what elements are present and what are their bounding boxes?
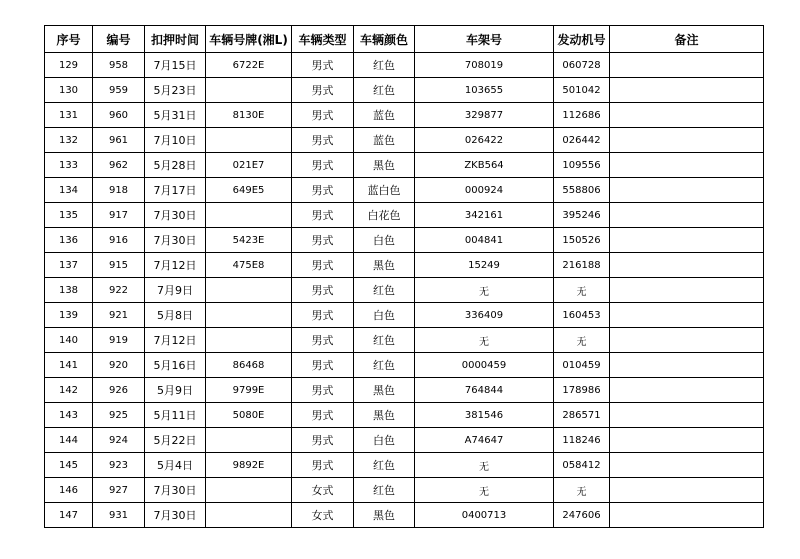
cell-remark [610,228,764,253]
cell-number: 924 [93,428,145,453]
cell-seize-date: 5月4日 [145,453,206,478]
cell-remark [610,253,764,278]
cell-seq: 135 [45,203,93,228]
cell-plate: 9892E [206,453,292,478]
cell-vehicle-type: 男式 [292,303,354,328]
cell-number: 961 [93,128,145,153]
cell-vehicle-type: 男式 [292,203,354,228]
cell-engine-number: 150526 [554,228,610,253]
cell-seize-date: 5月23日 [145,78,206,103]
cell-engine-number: 无 [554,278,610,303]
table-row [45,378,764,403]
cell-engine-number: 501042 [554,78,610,103]
cell-engine-number: 无 [554,328,610,353]
cell-frame-number: 15249 [415,253,554,278]
cell-engine-number: 247606 [554,503,610,528]
header-number: 编号 [93,26,145,53]
table-row [45,503,764,528]
cell-seq: 144 [45,428,93,453]
cell-engine-number: 178986 [554,378,610,403]
cell-seize-date: 7月17日 [145,178,206,203]
cell-frame-number: ZKB564 [415,153,554,178]
cell-engine-number: 160453 [554,303,610,328]
cell-number: 926 [93,378,145,403]
cell-engine-number: 无 [554,478,610,503]
cell-number: 931 [93,503,145,528]
cell-seize-date: 7月15日 [145,53,206,78]
table-row [45,453,764,478]
cell-seize-date: 7月30日 [145,503,206,528]
cell-remark [610,128,764,153]
cell-seq: 132 [45,128,93,153]
cell-seq: 136 [45,228,93,253]
cell-vehicle-color: 黑色 [354,503,415,528]
cell-remark [610,453,764,478]
cell-plate [206,428,292,453]
cell-plate: 5423E [206,228,292,253]
table-body [45,53,764,528]
cell-frame-number: 无 [415,478,554,503]
cell-vehicle-type: 男式 [292,278,354,303]
cell-remark [610,153,764,178]
header-seq: 序号 [45,26,93,53]
cell-remark [610,53,764,78]
cell-vehicle-color: 红色 [354,453,415,478]
cell-seq: 146 [45,478,93,503]
cell-vehicle-type: 男式 [292,253,354,278]
cell-number: 927 [93,478,145,503]
cell-plate [206,128,292,153]
cell-seize-date: 7月30日 [145,478,206,503]
cell-number: 922 [93,278,145,303]
cell-plate [206,303,292,328]
cell-vehicle-color: 黑色 [354,403,415,428]
cell-remark [610,403,764,428]
table-row [45,153,764,178]
cell-seq: 141 [45,353,93,378]
cell-seq: 130 [45,78,93,103]
cell-plate [206,203,292,228]
cell-seq: 147 [45,503,93,528]
cell-remark [610,78,764,103]
header-plate: 车辆号牌(湘L) [206,26,292,53]
cell-remark [610,428,764,453]
cell-number: 959 [93,78,145,103]
cell-plate: 86468 [206,353,292,378]
cell-vehicle-type: 女式 [292,503,354,528]
table-row [45,128,764,153]
table-row [45,428,764,453]
cell-number: 920 [93,353,145,378]
cell-plate [206,278,292,303]
header-vehicle-type: 车辆类型 [292,26,354,53]
cell-seq: 140 [45,328,93,353]
cell-number: 918 [93,178,145,203]
cell-remark [610,478,764,503]
table-row [45,303,764,328]
cell-number: 962 [93,153,145,178]
cell-seq: 137 [45,253,93,278]
cell-frame-number: 708019 [415,53,554,78]
cell-number: 917 [93,203,145,228]
cell-vehicle-color: 红色 [354,328,415,353]
cell-vehicle-type: 男式 [292,353,354,378]
cell-vehicle-type: 男式 [292,153,354,178]
header-remark: 备注 [610,26,764,53]
cell-seize-date: 5月9日 [145,378,206,403]
cell-engine-number: 058412 [554,453,610,478]
cell-vehicle-color: 蓝色 [354,128,415,153]
cell-remark [610,278,764,303]
cell-vehicle-color: 白花色 [354,203,415,228]
cell-vehicle-type: 男式 [292,228,354,253]
cell-seize-date: 7月30日 [145,228,206,253]
cell-seize-date: 5月11日 [145,403,206,428]
cell-seq: 145 [45,453,93,478]
cell-number: 960 [93,103,145,128]
header-row [45,26,764,53]
cell-vehicle-color: 白色 [354,228,415,253]
table-row [45,253,764,278]
cell-remark [610,303,764,328]
cell-plate: 649E5 [206,178,292,203]
cell-frame-number: 无 [415,453,554,478]
cell-seq: 139 [45,303,93,328]
cell-seq: 142 [45,378,93,403]
cell-number: 923 [93,453,145,478]
table-row [45,53,764,78]
cell-engine-number: 286571 [554,403,610,428]
cell-vehicle-type: 男式 [292,428,354,453]
cell-vehicle-color: 黑色 [354,378,415,403]
cell-vehicle-color: 黑色 [354,153,415,178]
cell-plate: 021E7 [206,153,292,178]
cell-engine-number: 026442 [554,128,610,153]
cell-vehicle-type: 男式 [292,78,354,103]
cell-frame-number: 342161 [415,203,554,228]
cell-remark [610,378,764,403]
cell-seq: 133 [45,153,93,178]
cell-frame-number: 764844 [415,378,554,403]
cell-frame-number: 0400713 [415,503,554,528]
cell-vehicle-type: 男式 [292,103,354,128]
cell-seize-date: 7月9日 [145,278,206,303]
cell-frame-number: A74647 [415,428,554,453]
header-engine-number: 发动机号 [554,26,610,53]
cell-plate [206,503,292,528]
cell-seize-date: 5月31日 [145,103,206,128]
cell-vehicle-color: 红色 [354,78,415,103]
cell-engine-number: 010459 [554,353,610,378]
cell-number: 958 [93,53,145,78]
cell-number: 925 [93,403,145,428]
cell-frame-number: 026422 [415,128,554,153]
cell-vehicle-type: 男式 [292,453,354,478]
cell-engine-number: 060728 [554,53,610,78]
cell-vehicle-color: 红色 [354,478,415,503]
cell-remark [610,503,764,528]
table-row [45,78,764,103]
cell-vehicle-color: 红色 [354,353,415,378]
table-row [45,103,764,128]
header-seize-date: 扣押时间 [145,26,206,53]
cell-frame-number: 336409 [415,303,554,328]
cell-seq: 134 [45,178,93,203]
cell-frame-number: 381546 [415,403,554,428]
cell-vehicle-color: 黑色 [354,253,415,278]
table-row [45,278,764,303]
cell-plate: 8130E [206,103,292,128]
table-row [45,478,764,503]
cell-seize-date: 5月16日 [145,353,206,378]
cell-seq: 138 [45,278,93,303]
cell-number: 916 [93,228,145,253]
cell-seize-date: 7月30日 [145,203,206,228]
cell-remark [610,328,764,353]
cell-engine-number: 109556 [554,153,610,178]
cell-seize-date: 5月8日 [145,303,206,328]
table-row [45,403,764,428]
table-row [45,228,764,253]
cell-plate [206,478,292,503]
cell-vehicle-type: 男式 [292,178,354,203]
cell-plate: 475E8 [206,253,292,278]
cell-vehicle-type: 男式 [292,403,354,428]
vehicle-registry-table [44,25,764,528]
cell-frame-number: 000924 [415,178,554,203]
cell-vehicle-color: 红色 [354,53,415,78]
cell-frame-number: 无 [415,278,554,303]
cell-number: 915 [93,253,145,278]
cell-vehicle-color: 蓝色 [354,103,415,128]
cell-engine-number: 118246 [554,428,610,453]
cell-plate: 5080E [206,403,292,428]
table-row [45,203,764,228]
header-frame-number: 车架号 [415,26,554,53]
cell-number: 919 [93,328,145,353]
cell-seize-date: 7月12日 [145,253,206,278]
cell-seq: 129 [45,53,93,78]
cell-vehicle-type: 男式 [292,328,354,353]
cell-remark [610,353,764,378]
cell-frame-number: 329877 [415,103,554,128]
cell-vehicle-color: 蓝白色 [354,178,415,203]
cell-remark [610,203,764,228]
cell-vehicle-type: 男式 [292,53,354,78]
header-vehicle-color: 车辆颜色 [354,26,415,53]
cell-number: 921 [93,303,145,328]
cell-frame-number: 004841 [415,228,554,253]
cell-vehicle-color: 白色 [354,428,415,453]
cell-plate [206,78,292,103]
cell-engine-number: 112686 [554,103,610,128]
cell-remark [610,178,764,203]
cell-seize-date: 5月28日 [145,153,206,178]
cell-seize-date: 7月10日 [145,128,206,153]
cell-engine-number: 558806 [554,178,610,203]
cell-frame-number: 0000459 [415,353,554,378]
cell-vehicle-type: 男式 [292,128,354,153]
table-row [45,328,764,353]
cell-plate [206,328,292,353]
cell-seq: 131 [45,103,93,128]
cell-seize-date: 5月22日 [145,428,206,453]
cell-seize-date: 7月12日 [145,328,206,353]
cell-plate: 9799E [206,378,292,403]
cell-frame-number: 无 [415,328,554,353]
table-row [45,178,764,203]
table-row [45,353,764,378]
cell-vehicle-type: 女式 [292,478,354,503]
cell-engine-number: 395246 [554,203,610,228]
cell-frame-number: 103655 [415,78,554,103]
cell-seq: 143 [45,403,93,428]
cell-vehicle-color: 红色 [354,278,415,303]
cell-vehicle-type: 男式 [292,378,354,403]
cell-plate: 6722E [206,53,292,78]
cell-remark [610,103,764,128]
cell-engine-number: 216188 [554,253,610,278]
cell-vehicle-color: 白色 [354,303,415,328]
